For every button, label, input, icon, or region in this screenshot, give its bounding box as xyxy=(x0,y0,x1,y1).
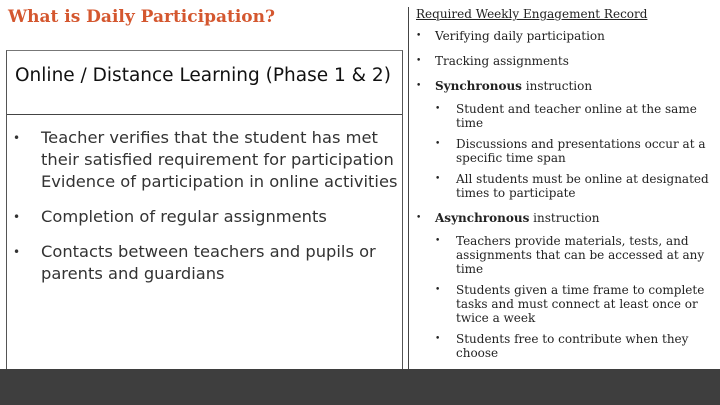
sub-list-item xyxy=(435,332,713,360)
asynchronous-item xyxy=(416,211,713,360)
synchronous-item xyxy=(416,79,713,200)
bullet-icon: • xyxy=(416,81,422,91)
asynchronous-suffix: instruction xyxy=(529,211,600,225)
list-item xyxy=(7,241,402,285)
list-item xyxy=(416,54,713,68)
list-item-text: Teacher verifies that the student has met their satisfied requirement for participation Evidence of participation in online activities xyxy=(41,128,398,191)
engagement-record-heading: Required Weekly Engagement Record xyxy=(416,7,648,21)
online-learning-panel xyxy=(6,50,403,372)
sub-list-item-text: All students must be online at designated times to participate xyxy=(456,172,709,200)
list-item xyxy=(7,127,402,193)
synchronous-label: Synchronous xyxy=(435,79,522,93)
sub-list-item xyxy=(435,234,713,276)
panel-heading: Online / Distance Learning (Phase 1 & 2) xyxy=(15,65,391,86)
bullet-icon: • xyxy=(435,139,441,149)
synchronous-sublist xyxy=(435,102,713,200)
sub-list-item xyxy=(435,283,713,325)
asynchronous-sublist xyxy=(435,234,713,360)
bullet-icon: • xyxy=(435,334,441,344)
bullet-icon: • xyxy=(435,285,441,295)
participation-list xyxy=(7,127,402,298)
footer-bar xyxy=(0,369,720,405)
list-item-text: Verifying daily participation xyxy=(435,29,605,43)
sub-list-item-text: Student and teacher online at the same time xyxy=(456,102,697,130)
bullet-icon: • xyxy=(416,213,422,223)
sub-list-item xyxy=(435,137,713,165)
engagement-list xyxy=(416,29,713,360)
bullet-icon: • xyxy=(435,236,441,246)
list-item-text: Contacts between teachers and pupils or parents and guardians xyxy=(41,242,376,283)
bullet-icon: • xyxy=(416,56,422,66)
bullet-icon: • xyxy=(435,104,441,114)
list-item xyxy=(7,206,402,228)
synchronous-suffix: instruction xyxy=(521,79,593,93)
list-item-text: Tracking assignments xyxy=(435,54,569,68)
list-item-text: Completion of regular assignments xyxy=(41,207,327,226)
sub-list-item-text: Teachers provide materials, tests, and assignments that can be accessed at any time xyxy=(456,234,705,276)
bullet-icon: • xyxy=(13,131,21,145)
bullet-icon: • xyxy=(416,31,422,41)
engagement-record-panel xyxy=(408,7,713,369)
panel-header xyxy=(7,64,402,115)
bullet-icon: • xyxy=(13,245,21,259)
sub-list-item-text: Discussions and presentations occur at a specific time span xyxy=(456,137,706,165)
bullet-icon: • xyxy=(435,174,441,184)
bullet-icon: • xyxy=(13,210,21,224)
page-title: What is Daily Participation? xyxy=(8,7,275,27)
sub-list-item xyxy=(435,172,713,200)
list-item xyxy=(416,29,713,43)
sub-list-item xyxy=(435,102,713,130)
asynchronous-label: Asynchronous xyxy=(435,211,530,225)
sub-list-item-text: Students free to contribute when they choose xyxy=(456,332,689,360)
sub-list-item-text: Students given a time frame to complete tasks and must connect at least once or twice a week xyxy=(456,283,705,325)
